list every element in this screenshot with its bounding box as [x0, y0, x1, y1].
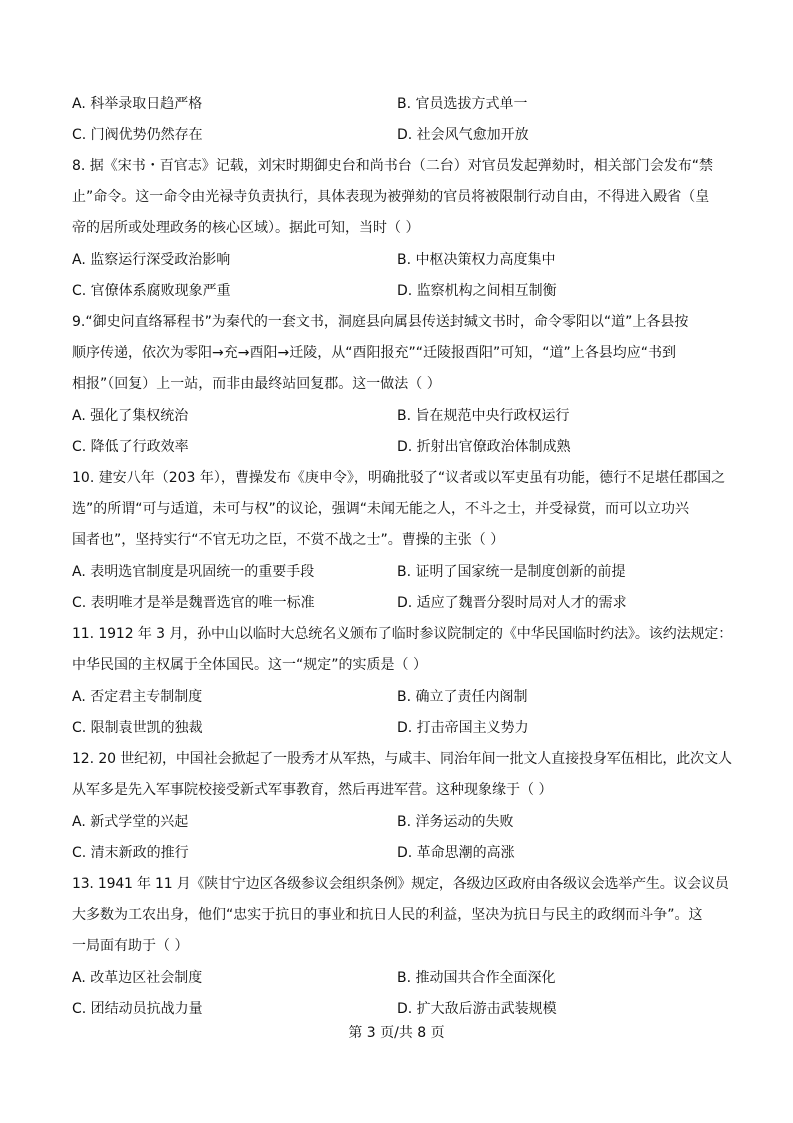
q10-option-a: A. 表明选官制度是巩固统一的重要手段: [72, 564, 315, 580]
q11-option-d: D. 打击帝国主义势力: [397, 720, 529, 736]
q12-option-b: B. 洋务运动的失败: [397, 814, 514, 830]
q9-stem-line-1: 9.“御史问直络幂程书”为秦代的一套文书，洞庭县向属县传送封缄文书时，命令零阳以“道”上各县按: [72, 314, 689, 330]
q11-stem-line-2: 中华民国的主权属于全体国民。这一“规定”的实质是（ ）: [72, 657, 427, 673]
q13-option-b: B. 推动国共合作全面深化: [397, 970, 556, 986]
q11-option-a: A. 否定君主专制制度: [72, 689, 203, 705]
q8-option-d: D. 监察机构之间相互制衡: [397, 283, 557, 299]
q8-stem-line-3: 帝的居所或处理政务的核心区域）。据此可知，当时（ ）: [72, 220, 420, 236]
q13-stem-line-3: 一局面有助于（ ）: [72, 938, 189, 954]
q7-option-b: B. 官员选拔方式单一: [397, 96, 528, 112]
q11-option-b: B. 确立了责任内阁制: [397, 689, 528, 705]
page-number: 第 3 页/共 8 页: [348, 1025, 445, 1041]
q13-option-a: A. 改革边区社会制度: [72, 970, 203, 986]
q9-stem-line-3: 相报”（回复）上一站，而非由最终站回复郡。这一做法（ ）: [72, 376, 441, 392]
q8-stem-line-2: 止”命令。这一命令由光禄寺负责执行，具体表现为被弹劾的官员将被限制行动自由，不得进入殿省（皇: [72, 189, 710, 205]
q10-stem-line-3: 国者也”，坚持实行“不官无功之臣，不赏不战之士”。曹操的主张（ ）: [72, 532, 505, 548]
q9-option-d: D. 折射出官僚政治体制成熟: [397, 439, 571, 455]
q10-stem-line-1: 10. 建安八年（203 年），曹操发布《庚申令》，明确批驳了“议者或以军吏虽有功能，德行不足堪任郡国之: [72, 470, 726, 486]
q10-option-d: D. 适应了魏晋分裂时局对人才的需求: [397, 595, 627, 611]
q7-option-a: A. 科举录取日趋严格: [72, 96, 203, 112]
q7-option-c: C. 门阀优势仍然存在: [72, 127, 203, 143]
q11-option-c: C. 限制袁世凯的独裁: [72, 720, 203, 736]
q13-stem-line-1: 13. 1941 年 11 月《陕甘宁边区各级参议会组织条例》规定，各级边区政府由各级议会选举产生。议会议员: [72, 876, 729, 892]
q8-option-c: C. 官僚体系腐败现象严重: [72, 283, 231, 299]
q10-option-b: B. 证明了国家统一是制度创新的前提: [397, 564, 626, 580]
q13-stem-line-2: 大多数为工农出身，他们“忠实于抗日的事业和抗日人民的利益，坚决为抗日与民主的政纲而斗争”。这: [72, 907, 703, 923]
q7-option-d: D. 社会风气愈加开放: [397, 127, 529, 143]
q12-option-d: D. 革命思潮的高涨: [397, 845, 515, 861]
q9-option-a: A. 强化了集权统治: [72, 408, 189, 424]
q10-option-c: C. 表明唯才是举是魏晋选官的唯一标准: [72, 595, 315, 611]
q9-stem-line-2: 顺序传递，依次为零阳→充→酉阳→迁陵，从“酉阳报充”“迁陵报酉阳”可知，“道”上各县均应“书到: [72, 345, 676, 361]
q9-option-c: C. 降低了行政效率: [72, 439, 189, 455]
q8-stem-line-1: 8. 据《宋书・百官志》记载，刘宋时期御史台和尚书台（二台）对官员发起弹劾时，相关部门会发布“禁: [72, 158, 714, 174]
q10-stem-line-2: 选”的所谓“可与适道，未可与权”的议论，强调“未闻无能之人，不斗之士，并受禄赏，而可以立功兴: [72, 501, 690, 517]
q12-stem-line-1: 12. 20 世纪初，中国社会掀起了一股秀才从军热，与咸丰、同治年间一批文人直接投身军伍相比，此次文人: [72, 751, 732, 767]
q8-option-a: A. 监察运行深受政治影响: [72, 252, 231, 268]
q13-option-c: C. 团结动员抗战力量: [72, 1001, 203, 1017]
q11-stem-line-1: 11. 1912 年 3 月，孙中山以临时大总统名义颁布了临时参议院制定的《中华民国临时约法》。该约法规定：: [72, 626, 733, 642]
q13-option-d: D. 扩大敌后游击武装规模: [397, 1001, 557, 1017]
q8-option-b: B. 中枢决策权力高度集中: [397, 252, 556, 268]
q9-option-b: B. 旨在规范中央行政权运行: [397, 408, 570, 424]
q12-option-c: C. 清末新政的推行: [72, 845, 189, 861]
q12-stem-line-2: 从军多是先入军事院校接受新式军事教育，然后再进军营。这种现象缘于（ ）: [72, 782, 553, 798]
q12-option-a: A. 新式学堂的兴起: [72, 814, 189, 830]
